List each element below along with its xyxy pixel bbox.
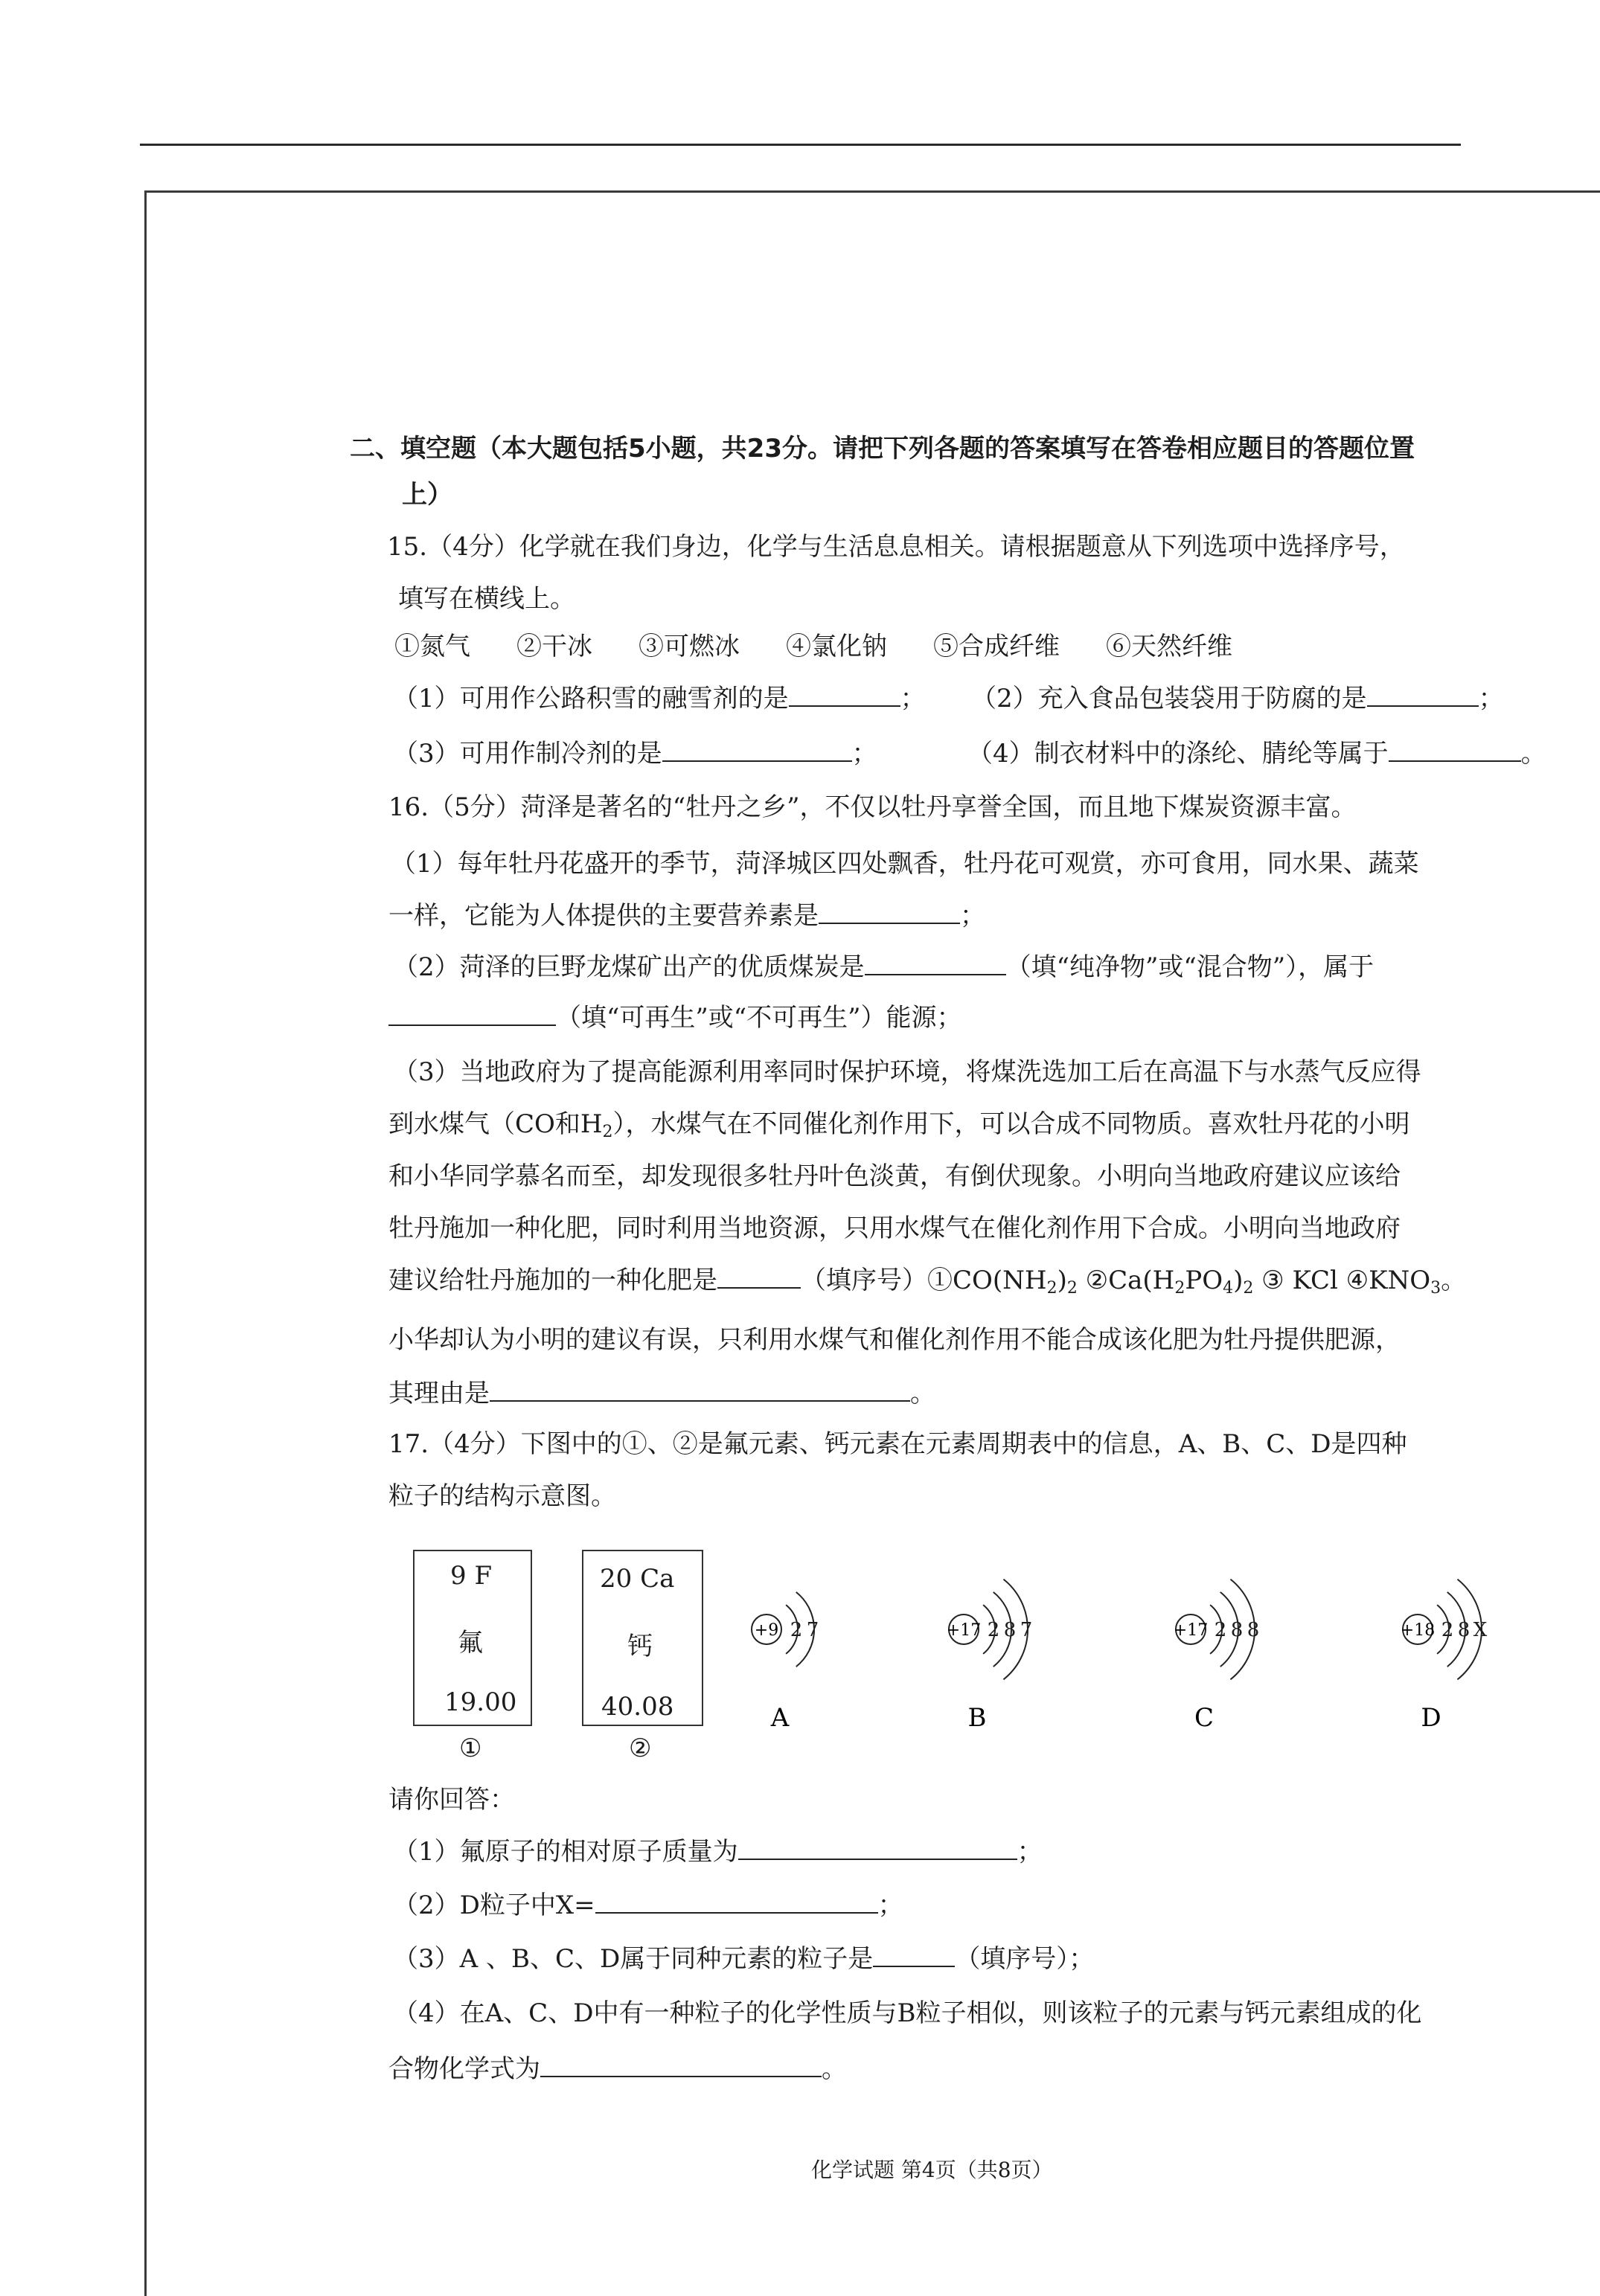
punct: ； (960, 901, 985, 931)
q15-option: ⑥天然纤维 (1106, 632, 1232, 661)
q16-part1-a: （1）每年牡丹花盛开的季节，菏泽城区四处飘香，牡丹花可观赏，亦可食用，同水果、蔬菜 (391, 849, 1419, 879)
answer-blank[interactable] (819, 900, 960, 924)
answer-blank[interactable] (595, 1890, 878, 1914)
q16-part3-b-pre: 到水煤气（CO和H (388, 1109, 603, 1139)
q15-stem-cont: 填写在横线上。 (398, 584, 575, 614)
q16-part3-a: （3）当地政府为了提高能源利用率同时保护环境，将煤洗选加工后在高温下与水蒸气反应得 (393, 1057, 1421, 1087)
element-cell-label: ② (629, 1734, 652, 1763)
q16-part2-a (393, 950, 1374, 984)
q15-part1 (393, 682, 926, 716)
section-heading-cont: 上） (402, 480, 452, 510)
formula-part: （填序号）①CO(NH (801, 1266, 1047, 1295)
q17-part3-text: （3）A 、B、C、D属于同种元素的粒子是 (393, 1944, 874, 1974)
q15-option: ①氮气 (394, 632, 470, 661)
q16-part3-e (388, 1263, 1466, 1298)
formula-part: PO (1185, 1266, 1223, 1295)
q17-part4-b-text: 合物化学式为 (388, 2054, 540, 2084)
q16-part1-b-text: 一样，它能为人体提供的主要营养素是 (388, 901, 819, 931)
element-mass: 19.00 (444, 1687, 517, 1717)
shell-electron-count: 2 (790, 1619, 803, 1641)
element-number-symbol: 9 F (450, 1561, 493, 1591)
punct: 。 (822, 2054, 847, 2084)
q17-part3-end: （填序号）； (955, 1944, 1095, 1974)
answer-blank[interactable] (789, 683, 900, 707)
particle-label: D (1421, 1703, 1441, 1733)
subscript: 3 (1430, 1279, 1441, 1298)
answer-blank[interactable] (873, 1943, 955, 1967)
q15-options (394, 629, 1279, 664)
particle-structure-diagrams (714, 1548, 1533, 1748)
answer-blank[interactable] (490, 1378, 910, 1402)
element-name: 钙 (627, 1632, 653, 1661)
q16-part1-b (388, 899, 985, 933)
q16-part3-g (388, 1376, 935, 1411)
element-mass: 40.08 (601, 1692, 674, 1722)
nucleus-charge: +18 (1400, 1621, 1436, 1640)
answer-blank[interactable] (1389, 738, 1521, 762)
particle-diagram-A (752, 1592, 819, 1733)
element-cell-label: ① (459, 1734, 482, 1763)
punct: ； (900, 684, 926, 714)
punct: 。 (1520, 739, 1546, 769)
shell-electron-count: 7 (806, 1619, 819, 1641)
q16-part3-b (388, 1107, 1410, 1141)
punct: ； (851, 739, 877, 769)
subscript: 2 (1066, 1279, 1078, 1298)
nucleus-charge: +9 (754, 1621, 779, 1640)
q17-part4-a: （4）在A、C、D中有一种粒子的化学性质与B粒子相似，则该粒子的元素与钙元素组成的化 (393, 1998, 1422, 2028)
q16-part2-b (388, 1001, 962, 1035)
q15-option: ③可燃冰 (639, 632, 740, 661)
formula-part: ) (1233, 1266, 1244, 1295)
answer-blank[interactable] (662, 738, 852, 762)
punct: 。 (910, 1379, 935, 1408)
shell-electron-count: 8 (1457, 1619, 1471, 1641)
shell-electron-count: 8 (1003, 1619, 1017, 1641)
q16-part3-b-post: ），水煤气在不同催化剂作用下，可以合成不同物质。喜欢牡丹花的小明 (612, 1109, 1410, 1139)
q15-part2-text: （2）充入食品包装袋用于防腐的是 (971, 684, 1367, 714)
header-rule (140, 144, 1461, 146)
nucleus-charge: +17 (1173, 1621, 1209, 1640)
answer-blank[interactable] (738, 1836, 1017, 1860)
q15-option: ②干冰 (516, 632, 592, 661)
punct: ； (877, 1891, 903, 1920)
q16-part3-f: 小华却认为小明的建议有误，只利用水煤气和催化剂作用不能合成该化肥为牡丹提供肥源， (388, 1325, 1401, 1355)
answer-blank[interactable] (388, 1002, 556, 1026)
q17-part2-text: （2）D粒子中X= (393, 1891, 595, 1920)
punct: ； (1017, 1837, 1043, 1867)
q17-part4-b (388, 2052, 847, 2086)
q16-part2-a-end: （填“纯净物”或“混合物”），属于 (1005, 952, 1375, 982)
punct: 。 (1441, 1266, 1467, 1295)
answer-blank[interactable] (540, 2053, 822, 2077)
page-footer: 化学试题 第4页（共8页） (811, 2158, 1053, 2182)
nucleus-charge: +17 (946, 1621, 982, 1640)
q16-part3-g-text: 其理由是 (388, 1379, 490, 1408)
shell-electron-count: X (1473, 1619, 1488, 1641)
q15-part1-text: （1）可用作公路积雪的融雪剂的是 (393, 684, 789, 714)
formula-part: ) (1057, 1266, 1067, 1295)
answer-blank[interactable] (1367, 683, 1479, 707)
shell-electron-count: 7 (1020, 1619, 1033, 1641)
subscript: 2 (1046, 1279, 1057, 1298)
q15-stem: 15.（4分）化学就在我们身边，化学与生活息息相关。请根据题意从下列选项中选择序号， (387, 532, 1405, 562)
q16-part3-c: 和小华同学慕名而至，却发现很多牡丹叶色淡黄，有倒伏现象。小明向当地政府建议应该给 (388, 1161, 1401, 1191)
subscript: 2 (1243, 1279, 1254, 1298)
answer-blank[interactable] (865, 952, 1006, 975)
particle-label: C (1194, 1703, 1215, 1733)
q17-part2 (393, 1888, 903, 1923)
q15-option: ④氯化钠 (786, 632, 887, 661)
q17-stem: 17.（4分）下图中的①、②是氟元素、钙元素在元素周期表中的信息，A、B、C、D是四种 (388, 1429, 1407, 1459)
formula-part: ③ KCl ④KNO (1253, 1266, 1431, 1295)
q17-part3 (393, 1942, 1094, 1976)
particle-diagram-B (947, 1580, 1032, 1733)
shell-electron-count: 2 (1441, 1619, 1454, 1641)
shell-electron-count: 2 (1214, 1619, 1227, 1641)
q16-part2-b-text: （填“可再生”或“不可再生”）能源； (556, 1003, 962, 1033)
q16-stem: 16.（5分）菏泽是著名的“牡丹之乡”，不仅以牡丹享誉全国，而且地下煤炭资源丰富。 (388, 792, 1357, 822)
element-name: 氟 (458, 1628, 483, 1658)
subscript: 4 (1223, 1279, 1234, 1298)
shell-electron-count: 8 (1230, 1619, 1244, 1641)
q15-part3-text: （3）可用作制冷剂的是 (393, 739, 662, 769)
subscript: 2 (1174, 1279, 1185, 1298)
particle-diagram-D (1401, 1580, 1488, 1733)
particle-label: A (770, 1703, 790, 1733)
shell-electron-count: 8 (1247, 1619, 1260, 1641)
q17-stem-cont: 粒子的结构示意图。 (388, 1481, 616, 1511)
q17-prompt: 请你回答： (388, 1785, 515, 1815)
q15-part4 (967, 737, 1546, 771)
q15-part3 (393, 737, 877, 771)
q15-part2 (971, 682, 1504, 716)
element-number-symbol: 20 Ca (600, 1564, 675, 1594)
shell-electron-count: 2 (987, 1619, 1000, 1641)
q15-option: ⑤合成纤维 (933, 632, 1060, 661)
q17-part1-text: （1）氟原子的相对原子质量为 (393, 1837, 738, 1867)
q16-part2-a-text: （2）菏泽的巨野龙煤矿出产的优质煤炭是 (393, 952, 865, 982)
particle-label: B (967, 1703, 987, 1733)
particle-diagram-C (1174, 1580, 1259, 1733)
subscript: 2 (602, 1123, 613, 1141)
punct: ； (1478, 684, 1504, 714)
q16-part3-e-pre: 建议给牡丹施加的一种化肥是 (388, 1266, 717, 1295)
q16-part3-d: 牡丹施加一种化肥，同时利用当地资源，只用水煤气在催化剂作用下合成。小明向当地政府 (388, 1213, 1401, 1243)
formula-part: ②Ca(H (1077, 1266, 1175, 1295)
section-heading: 二、填空题（本大题包括5小题，共23分。请把下列各题的答案填写在答卷相应题目的答题位置 (350, 434, 1415, 464)
q17-part1 (393, 1835, 1043, 1869)
q15-part4-text: （4）制衣材料中的涤纶、腈纶等属于 (967, 739, 1389, 769)
answer-blank[interactable] (717, 1265, 801, 1289)
